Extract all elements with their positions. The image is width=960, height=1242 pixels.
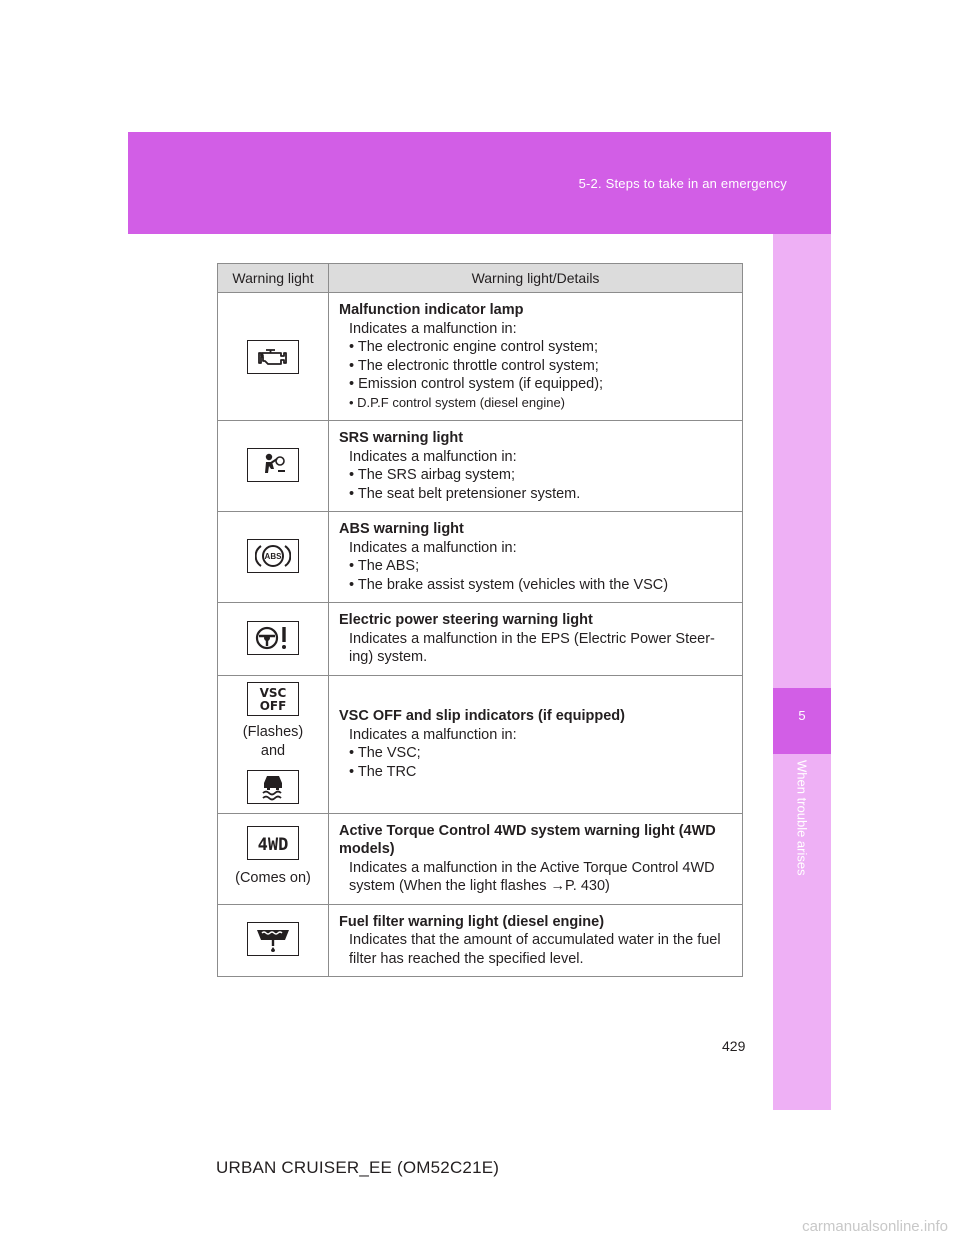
row-line: Indicates a malfunction in: <box>349 726 517 743</box>
row-line: Indicates a malfunction in: <box>349 320 517 337</box>
details-cell <box>329 603 743 676</box>
vsc-off-icon-line1: VSC <box>259 685 287 700</box>
fuel-filter-icon <box>247 922 299 956</box>
column-header-warning-light: Warning light <box>218 264 329 293</box>
row-title-line: Active Torque Control 4WD system warning light (4WD <box>339 822 716 839</box>
document-footer: URBAN CRUISER_EE (OM52C21E) <box>216 1158 500 1177</box>
row-line: system (When the light flashes →P. 430) <box>349 878 610 894</box>
icon-cell <box>218 675 329 813</box>
table-row <box>218 293 743 421</box>
abs-icon <box>247 539 299 573</box>
row-line: filter has reached the specified level. <box>349 950 584 967</box>
column-header-details: Warning light/Details <box>329 264 743 293</box>
icon-label-comes-on: (Comes on) <box>235 870 311 886</box>
row-line: Indicates a malfunction in: <box>349 448 517 465</box>
watermark: carmanualsonline.info <box>802 1218 948 1235</box>
row-line: • The SRS airbag system; <box>349 467 515 483</box>
icon-label-and: and <box>260 742 286 759</box>
section-title: 5-2. Steps to take in an emergency <box>578 176 787 191</box>
warning-light-table <box>217 263 743 977</box>
table-row <box>218 904 743 977</box>
icon-cell <box>218 813 329 904</box>
row-title: Fuel filter warning light (diesel engine) <box>339 913 605 930</box>
row-line: • The VSC; <box>349 745 421 761</box>
abs-icon-label: ABS <box>264 551 282 561</box>
slip-indicator-icon <box>247 770 299 804</box>
row-title: VSC OFF and slip indicators (if equipped) <box>339 708 625 724</box>
4wd-icon <box>247 826 299 860</box>
row-line: ing) system. <box>349 649 428 665</box>
chapter-tab <box>773 688 831 754</box>
details-cell <box>329 512 743 603</box>
table-row <box>218 603 743 676</box>
icon-cell <box>218 512 329 603</box>
table-header-row <box>218 264 743 293</box>
row-line: Indicates a malfunction in the EPS (Electric Power Steer- <box>349 630 715 647</box>
row-line: • D.P.F control system (diesel engine) <box>349 394 566 410</box>
row-line: • Emission control system (if equipped); <box>349 376 604 392</box>
details-cell <box>329 904 743 977</box>
row-line: • The electronic engine control system; <box>349 339 599 355</box>
row-title: Malfunction indicator lamp <box>339 302 524 318</box>
chapter-number: 5 <box>798 708 806 723</box>
vsc-off-icon-line2: OFF <box>259 698 287 713</box>
row-line: • The TRC <box>349 763 417 780</box>
chapter-title-text: When trouble arises <box>794 760 810 876</box>
section-header-band <box>128 132 831 234</box>
table-row <box>218 512 743 603</box>
airbag-icon <box>247 448 299 482</box>
row-title: ABS warning light <box>339 521 464 537</box>
row-line: • The brake assist system (vehicles with the VSC) <box>349 576 669 593</box>
row-line: • The ABS; <box>349 558 420 574</box>
engine-icon <box>247 340 299 374</box>
power-steering-icon <box>247 621 299 655</box>
details-cell <box>329 813 743 904</box>
row-title: Electric power steering warning light <box>339 612 593 628</box>
row-line: • The electronic throttle control system; <box>349 357 599 374</box>
table-row <box>218 421 743 512</box>
table-row <box>218 675 743 813</box>
icon-cell <box>218 293 329 421</box>
table-row <box>218 813 743 904</box>
details-cell <box>329 421 743 512</box>
row-line: Indicates a malfunction in the Active Torque Control 4WD <box>349 859 715 876</box>
row-title-line: models) <box>339 841 395 857</box>
icon-label-flashes: (Flashes) <box>242 724 304 740</box>
page-number: 429 <box>722 1038 746 1054</box>
chapter-side-strip <box>773 234 831 1110</box>
4wd-icon-label: 4WD <box>257 834 289 855</box>
details-cell <box>329 675 743 813</box>
chapter-title <box>773 760 831 920</box>
row-line: Indicates that the amount of accumulated water in the fuel <box>349 932 721 948</box>
row-title: SRS warning light <box>339 430 464 446</box>
icon-cell <box>218 904 329 977</box>
icon-cell <box>218 421 329 512</box>
row-line: Indicates a malfunction in: <box>349 539 517 556</box>
vsc-off-icon <box>247 682 299 716</box>
row-line: • The seat belt pretensioner system. <box>349 485 581 502</box>
details-cell <box>329 293 743 421</box>
icon-cell <box>218 603 329 676</box>
